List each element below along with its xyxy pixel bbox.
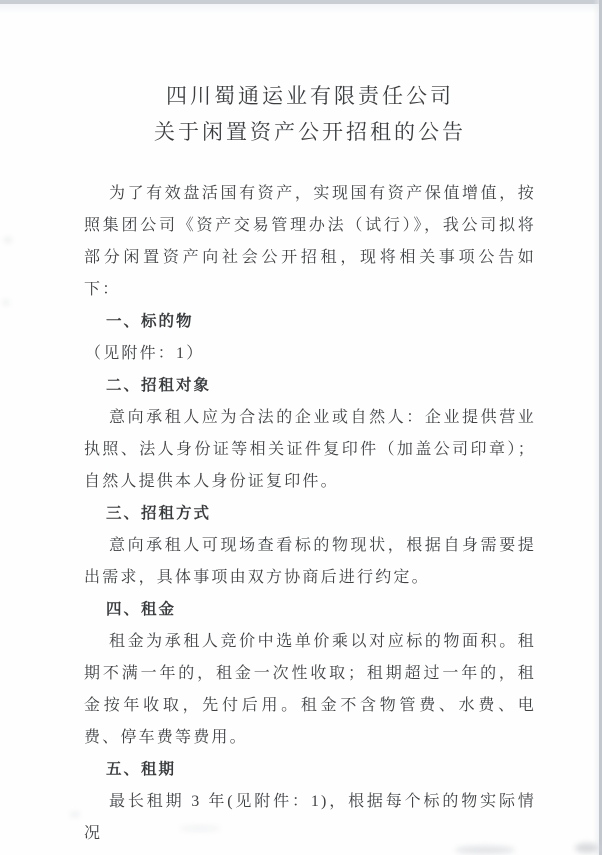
section-body-lease-method: 意向承租人可现场查看标的物现状，根据自身需要提出需求，具体事项由双方协商后进行约定。 <box>84 537 536 586</box>
section-body-rent: 租金为承租人竞价中选单价乘以对应标的物面积。租期不满一年的，租金一次性收取；租期超过一年的，租金按年收取，先付后用。租金不含物管费、水费、电费、停车费等费用。 <box>84 633 536 746</box>
document-title <box>84 78 536 150</box>
intro-paragraph: 为了有效盘活国有资产，实现国有资产保值增值，按照集团公司《资产交易管理办法（试行）》，我公司拟将部分闲置资产向社会公开招租，现将相关事项公告如下： <box>84 185 536 298</box>
title-line-subject: 关于闲置资产公开招租的公告 <box>154 120 466 144</box>
title-line-company: 四川蜀通运业有限责任公司 <box>166 84 454 108</box>
document-body <box>84 0 536 850</box>
scan-smudge <box>4 238 12 242</box>
scan-smudge <box>575 843 599 853</box>
section-heading-lease-method: 三、招租方式 <box>106 505 212 522</box>
document-content <box>84 178 536 850</box>
scan-edge-right-shadow <box>593 0 599 855</box>
section-body-lease-targets: 意向承租人应为合法的企业或自然人：企业提供营业执照、法人身份证等相关证件复印件（加盖公司印章）；自然人提供本人身份证复印件。 <box>84 409 536 490</box>
scan-smudge <box>70 812 80 817</box>
section-heading-lease-term: 五、租期 <box>106 761 177 778</box>
section-heading-subject-matter: 一、标的物 <box>106 313 194 330</box>
scan-smudge <box>3 300 9 305</box>
section-heading-rent: 四、租金 <box>106 601 177 618</box>
section-heading-lease-targets: 二、招租对象 <box>106 377 212 394</box>
section-body-subject-matter: （见附件：1） <box>85 345 205 362</box>
section-body-lease-term: 最长租期 3 年(见附件：1)，根据每个标的物实际情况 <box>84 793 536 842</box>
